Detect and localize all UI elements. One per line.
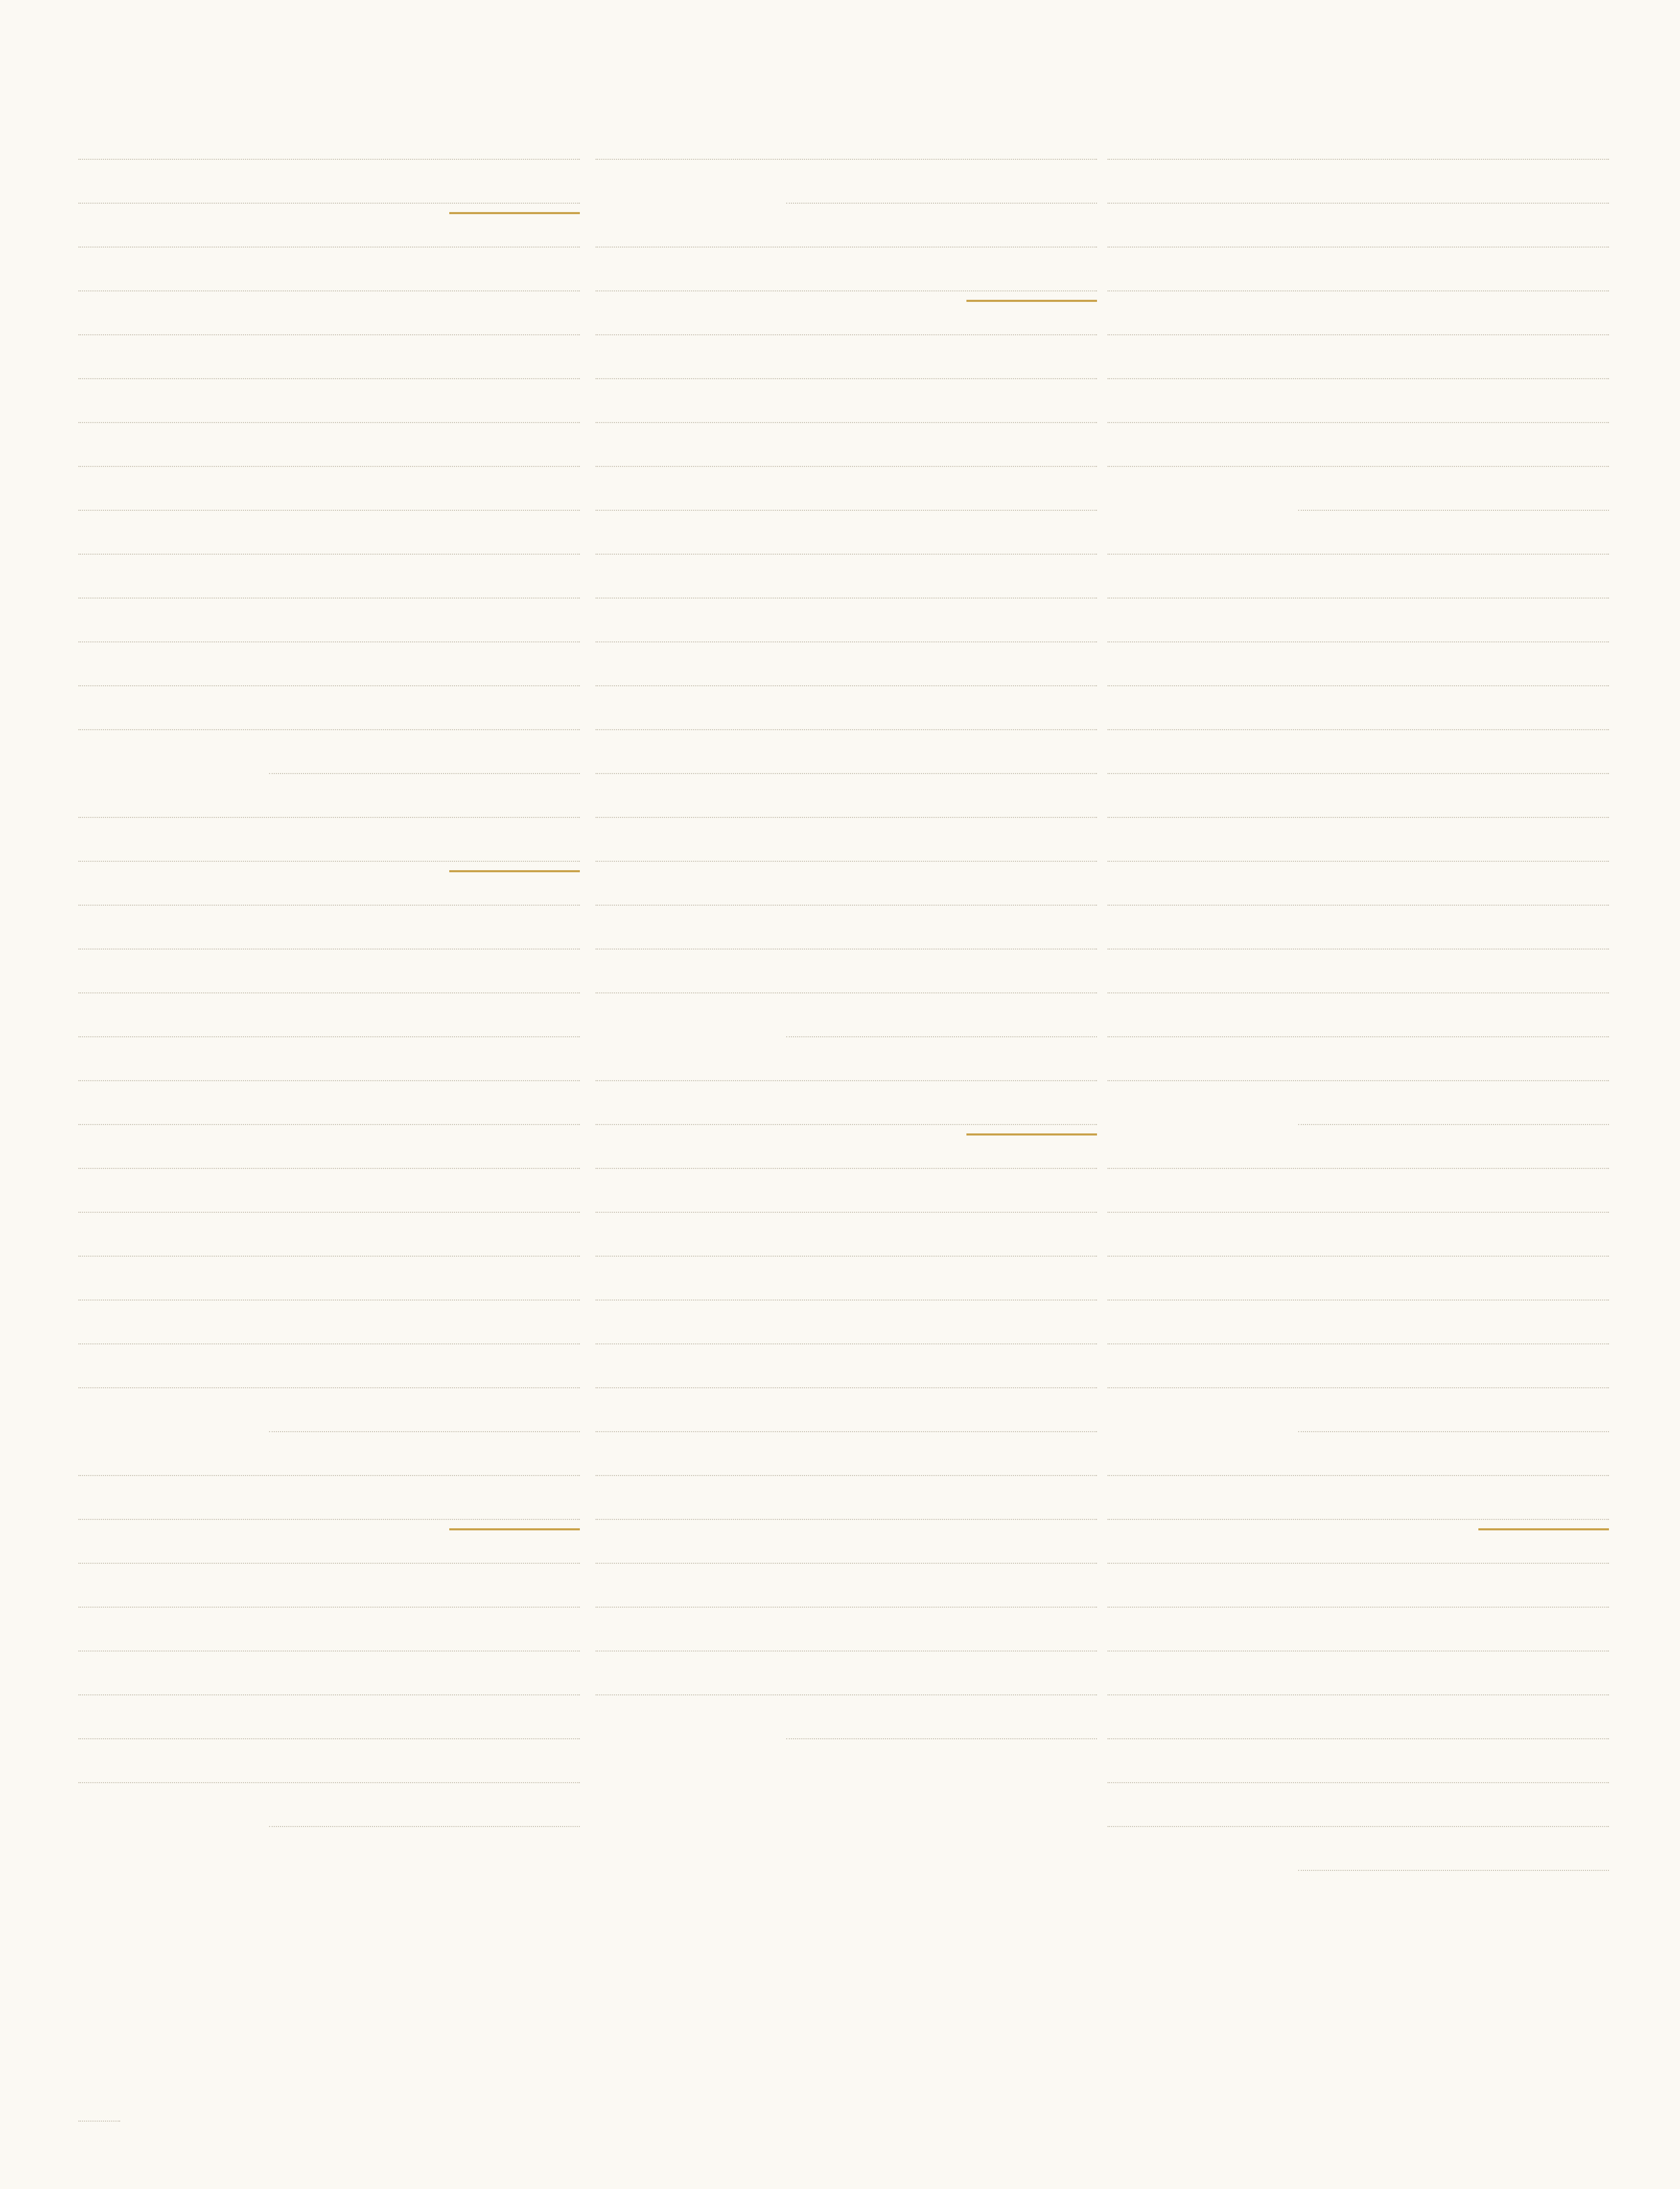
text-line [78,1178,580,1213]
text-line [596,915,1097,950]
text-line [78,1134,580,1169]
text-line [786,1705,1097,1739]
text-line [596,1310,1097,1344]
text-line [269,1793,580,1827]
text-line [1107,959,1609,993]
text-line [596,520,1097,555]
text-line [596,1266,1097,1301]
text-line [596,608,1097,642]
text-line [1107,257,1609,291]
text-line [1107,432,1609,467]
text-line [78,520,580,555]
text-line [78,345,580,379]
text-line [78,696,580,730]
drop-word [1478,1442,1609,1530]
text-line [1107,520,1609,555]
text-line [1298,1398,1609,1432]
text-line [78,213,580,248]
text-line [78,1529,580,1564]
text-line [1107,652,1609,686]
text-line [1107,1178,1609,1213]
text-line [78,1617,580,1652]
text-line [596,125,1097,160]
text-line [596,301,1097,335]
text-line [78,959,580,993]
drop-word [449,783,580,872]
drop-word [449,1442,580,1530]
text-line [1107,1222,1609,1257]
text-line [78,389,580,423]
drop-word [449,125,580,214]
text-line [78,432,580,467]
text-line [596,1354,1097,1388]
text-line [596,564,1097,599]
text-line [1107,213,1609,248]
text-line [269,740,580,774]
text-line [1107,740,1609,774]
text-line [1107,389,1609,423]
text-line [269,1398,580,1432]
text-line [78,1047,580,1081]
text-line [1107,1573,1609,1608]
text-line [1107,1661,1609,1695]
text-line [1107,1705,1609,1739]
text-line [1107,1003,1609,1037]
text-line [78,257,580,291]
text-line [78,1573,580,1608]
text-line [596,740,1097,774]
text-line [596,652,1097,686]
text-line [78,1091,580,1125]
text-line [596,696,1097,730]
text-line [78,564,580,599]
text-line [596,959,1097,993]
text-line [596,871,1097,906]
text-line [78,476,580,511]
text-line [78,1266,580,1301]
text-line [78,1749,580,1783]
text-line [1107,1529,1609,1564]
text-line [596,345,1097,379]
drop-word [966,1047,1097,1136]
text-line [1107,1047,1609,1081]
text-line [1107,1266,1609,1301]
text-line [78,1222,580,1257]
text-line [596,1661,1097,1695]
text-line [1107,696,1609,730]
text-line [78,652,580,686]
text-line [1298,1836,1609,1871]
text-line [1107,1617,1609,1652]
text-line [596,476,1097,511]
text-line [78,915,580,950]
page-number [78,2084,120,2122]
text-line [596,1485,1097,1520]
text-line [596,1134,1097,1169]
text-line [596,432,1097,467]
text-line [1107,1134,1609,1169]
text-line [596,1529,1097,1564]
text-line [1107,1310,1609,1344]
text-line [78,871,580,906]
text-line [596,827,1097,862]
text-line [596,1398,1097,1432]
text-line [1107,169,1609,204]
text-line [1107,827,1609,862]
text-line [1107,564,1609,599]
text-line [78,301,580,335]
text-line [1107,345,1609,379]
text-line [1107,608,1609,642]
text-line [1298,476,1609,511]
text-line [78,1354,580,1388]
text-line [596,1442,1097,1476]
text-line [596,389,1097,423]
text-column-middle [596,125,1097,1985]
text-line [1107,871,1609,906]
text-line [1298,1091,1609,1125]
text-column-left [78,125,580,1985]
text-line [596,1573,1097,1608]
text-line [78,1705,580,1739]
text-line [596,1617,1097,1652]
text-line [1107,1793,1609,1827]
text-line [78,608,580,642]
text-line [1107,1354,1609,1388]
text-line [596,1222,1097,1257]
text-column-right [1107,125,1609,1985]
text-line [78,1003,580,1037]
drop-word [966,213,1097,302]
text-line [596,1178,1097,1213]
text-line [78,1661,580,1695]
text-line [786,169,1097,204]
text-line [1107,783,1609,818]
text-line [786,1003,1097,1037]
text-line [1107,915,1609,950]
text-line [1107,301,1609,335]
text-line [78,1310,580,1344]
text-line [596,783,1097,818]
text-line [1107,1749,1609,1783]
text-line [1107,125,1609,160]
